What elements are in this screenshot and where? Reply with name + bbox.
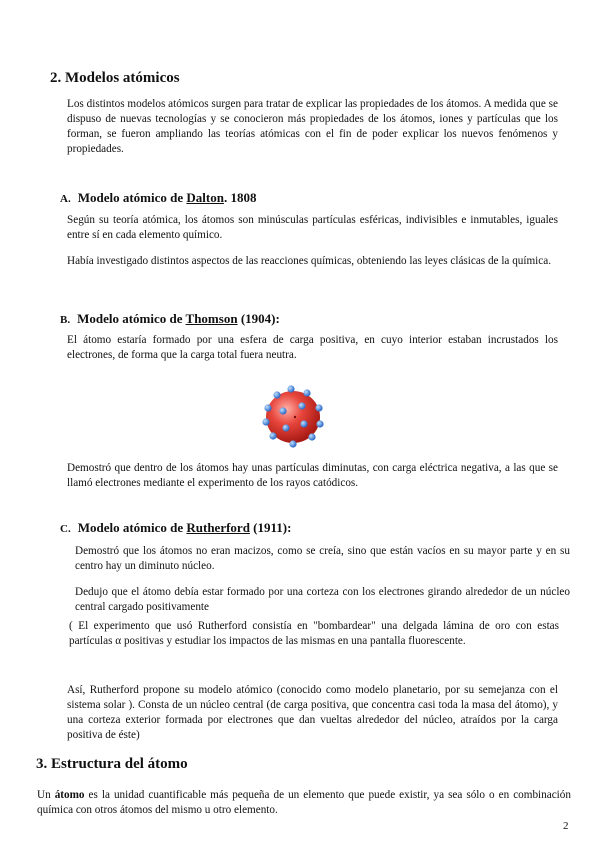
dalton-paragraph-2: Había investigado distintos aspectos de las reacciones químicas, obteniendo las leyes clásicas de la química. bbox=[67, 255, 552, 267]
electron bbox=[264, 404, 271, 411]
electron bbox=[273, 391, 280, 398]
electron bbox=[269, 432, 276, 439]
electron bbox=[287, 385, 294, 392]
page-number: 2 bbox=[563, 820, 569, 832]
section-3-paragraph bbox=[37, 788, 571, 818]
electron bbox=[315, 404, 322, 411]
dalton-prefix: Modelo atómico de bbox=[77, 190, 187, 205]
center-dot bbox=[294, 416, 296, 418]
rutherford-link[interactable]: Rutherford bbox=[186, 520, 250, 535]
rutherford-heading bbox=[60, 520, 291, 536]
electron bbox=[262, 418, 269, 425]
thomson-prefix: Modelo atómico de bbox=[77, 311, 186, 326]
electron bbox=[316, 420, 323, 427]
rutherford-letter: C. bbox=[60, 523, 71, 535]
electron bbox=[300, 420, 307, 427]
rutherford-paragraph-2: Dedujo que el átomo debía estar formado por una corteza con los electrones girando alrededor de un núcleo central cargado positivamente bbox=[75, 586, 570, 613]
dalton-year: . 1808 bbox=[223, 190, 257, 205]
electron bbox=[298, 402, 305, 409]
electron bbox=[279, 407, 286, 414]
rutherford-year: (1911): bbox=[249, 520, 292, 535]
section-2-title: 2. Modelos atómicos bbox=[50, 70, 180, 86]
thomson-year: (1904): bbox=[237, 311, 280, 326]
rutherford-paragraph-4: Así, Rutherford propone su modelo atómico (conocido como modelo planetario, por su semejanza con el sistema solar ). Consta de un núcleo central (de carga positiva, que concentra casi toda la masa del átomo), y una corteza exterior formada por electrones que dan vueltas alrededor del núcleo, atraídos por la carga positiva de éste) bbox=[67, 684, 558, 741]
thomson-paragraph-1: El átomo estaría formado por una esfera de carga positiva, en cuyo interior estaban incrustados los electrones, de forma que la carga total fuera neutra. bbox=[67, 334, 558, 361]
electron bbox=[289, 440, 296, 447]
dalton-paragraph-1: Según su teoría atómica, los átomos son minúsculas partículas esféricas, indivisibles e inmutables, iguales entre sí en cada elemento químico. bbox=[67, 214, 558, 241]
electron bbox=[308, 433, 315, 440]
thomson-link[interactable]: Thomson bbox=[185, 311, 238, 326]
rutherford-paragraph-1: Demostró que los átomos no eran macizos, como se creía, sino que están vacíos en su mayor parte y en su centro hay un diminuto núcleo. bbox=[75, 545, 570, 572]
electron bbox=[282, 424, 289, 431]
section-2-intro: Los distintos modelos atómicos surgen para tratar de explicar las propiedades de los átomos. A medida que se dispuso de nuevas tecnologías y se conocieron más propiedades de los átomos, iones y partículas que los forman, se fueron ampliando las teorías atómicas con el fin de poder explicar los nuevos fenómenos y propiedades. bbox=[67, 98, 558, 155]
thomson-atom-image bbox=[257, 384, 329, 448]
rutherford-paragraph-3: ( El experimento que usó Rutherford consistía en "bombardear" una delgada lámina de oro con estas partículas α positivas y estudiar los impactos de las mismas en una pantalla fluorescente. bbox=[69, 620, 559, 647]
dalton-letter: A. bbox=[60, 193, 71, 205]
section-3-title: 3. Estructura del átomo bbox=[36, 756, 188, 772]
thomson-paragraph-2: Demostró que dentro de los átomos hay unas partículas diminutas, con carga eléctrica negativa, a las que se llamó electrones mediante el experimento de los rayos catódicos. bbox=[67, 462, 558, 489]
electron bbox=[303, 389, 310, 396]
section-3-text-before: Un bbox=[37, 789, 55, 801]
section-3-text-after: es la unidad cuantificable más pequeña de un elemento que puede existir, ya sea sólo o en combinación química con otros átomos del mismo u otro elemento. bbox=[37, 789, 571, 816]
dalton-heading bbox=[60, 190, 256, 206]
thomson-heading bbox=[60, 311, 280, 327]
thomson-letter: B. bbox=[60, 314, 71, 326]
rutherford-prefix: Modelo atómico de bbox=[77, 520, 187, 535]
atom-term: átomo bbox=[54, 789, 85, 801]
dalton-link[interactable]: Dalton bbox=[186, 190, 224, 205]
